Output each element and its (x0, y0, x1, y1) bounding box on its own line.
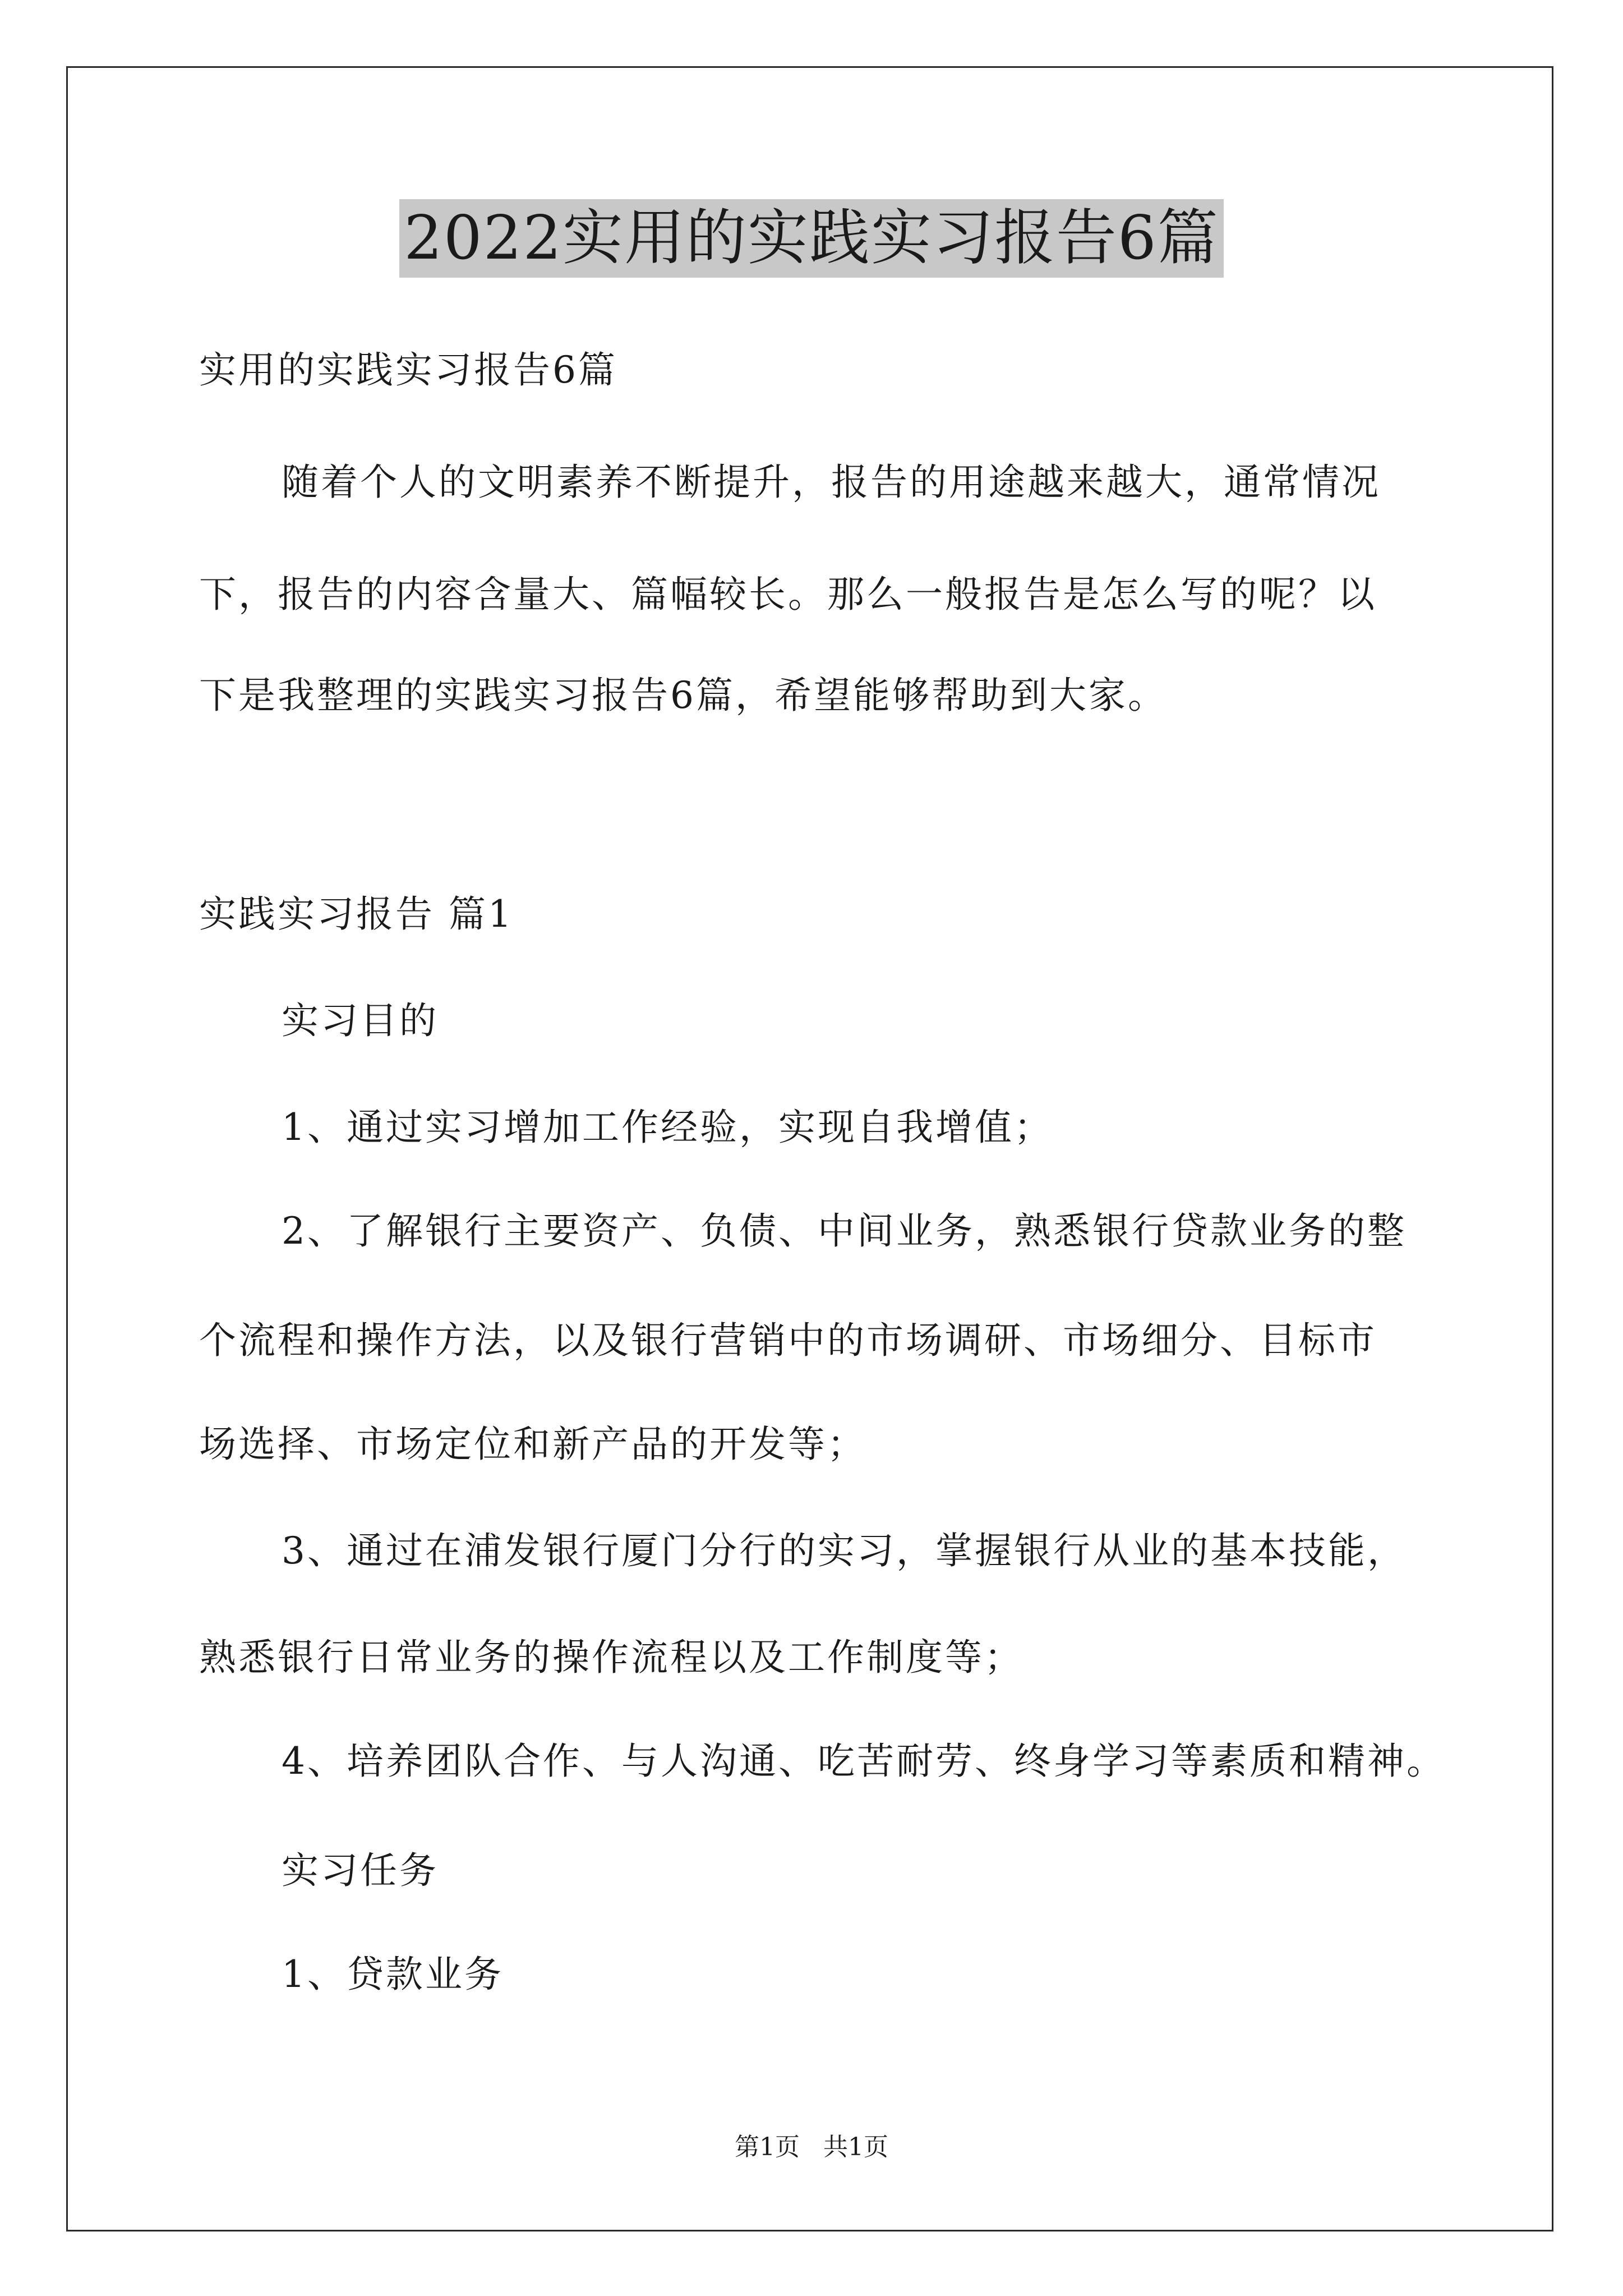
purpose-item-3-line-2: 熟悉银行日常业务的操作流程以及工作制度等； (199, 1636, 1023, 1679)
subheading-purpose: 实习目的 (282, 999, 439, 1042)
purpose-item-2-line-3: 场选择、市场定位和新产品的开发等； (199, 1423, 866, 1466)
subtitle-line: 实用的实践实习报告6篇 (199, 348, 617, 392)
title-wrapper (0, 199, 1623, 278)
purpose-item-4: 4、培养团队合作、与人沟通、吃苦耐劳、终身学习等素质和精神。 (282, 1740, 1446, 1783)
purpose-item-2-line-2: 个流程和操作方法，以及银行营销中的市场调研、市场细分、目标市 (199, 1319, 1377, 1362)
subheading-tasks: 实习任务 (282, 1849, 439, 1892)
purpose-item-3-line-1: 3、通过在浦发银行厦门分行的实习，掌握银行从业的基本技能， (282, 1529, 1407, 1572)
page-footer: 第1页 共1页 (735, 2133, 888, 2161)
intro-paragraph-line-3: 下是我整理的实践实习报告6篇，希望能够帮助到大家。 (199, 674, 1167, 717)
purpose-item-2-line-1: 2、了解银行主要资产、负债、中间业务，熟悉银行贷款业务的整 (282, 1209, 1407, 1253)
task-item-1: 1、贷款业务 (282, 1953, 504, 1996)
section-heading: 实践实习报告 篇1 (199, 892, 514, 936)
intro-paragraph-line-2: 下，报告的内容含量大、篇幅较长。那么一般报告是怎么写的呢？以 (199, 573, 1377, 616)
intro-paragraph-line-1: 随着个人的文明素养不断提升，报告的用途越来越大，通常情况 (282, 461, 1381, 504)
purpose-item-1: 1、通过实习增加工作经验，实现自我增值； (282, 1106, 1053, 1149)
document-title: 2022实用的实践实习报告6篇 (399, 199, 1224, 278)
